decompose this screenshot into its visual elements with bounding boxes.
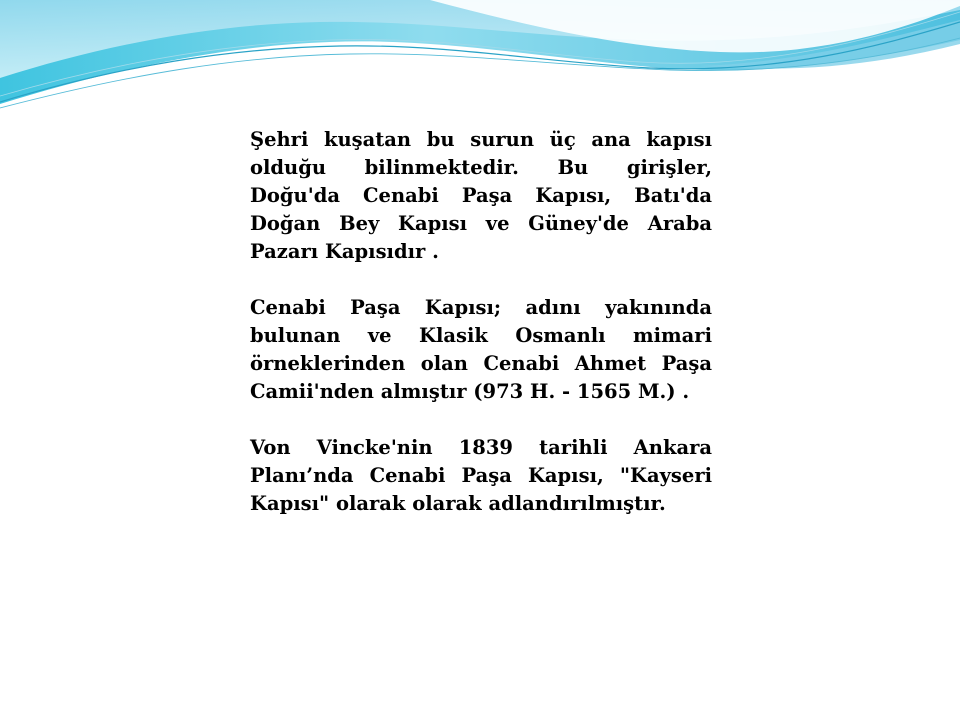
wave-header-decoration (0, 0, 960, 130)
slide-text-body (250, 126, 712, 546)
paragraph-cenabi-pasa-gate: Cenabi Paşa Kapısı; adını yakınında bulunan ve Klasik Osmanlı mimari örneklerinden olan Cenabi Ahmet Paşa Camii'nden almıştır (973 H. - 1565 M.) . (250, 296, 712, 403)
paragraph-city-gates: Şehri kuşatan bu surun üç ana kapısı olduğu bilinmektedir. Bu girişler, Doğu'da Cenabi Paşa Kapısı, Batı'da Doğan Bey Kapısı ve Güney'de Araba Pazarı Kapısıdır . (250, 128, 712, 263)
paragraph-von-vincke-plan: Von Vincke'nin 1839 tarihli Ankara Planı’nda Cenabi Paşa Kapısı, "Kayseri Kapısı" olarak olarak adlandırılmıştır. (250, 436, 712, 515)
